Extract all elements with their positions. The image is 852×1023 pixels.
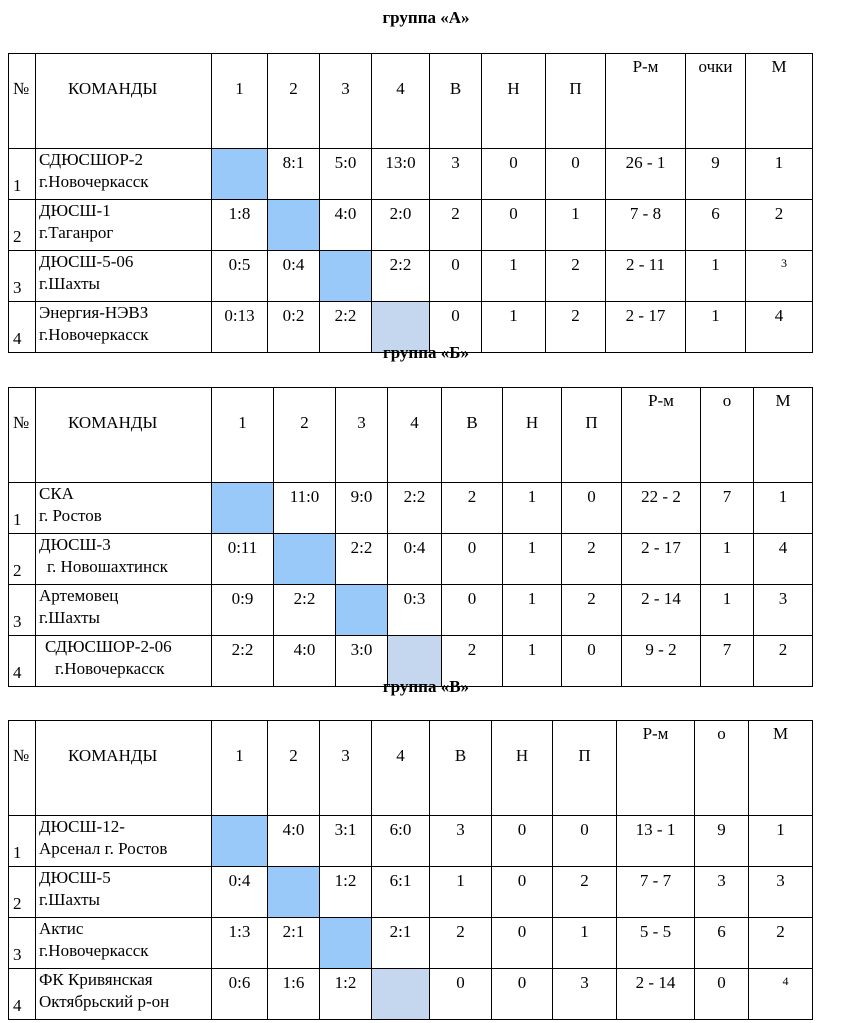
place-cell: 4 bbox=[754, 534, 813, 585]
col-header-losses: П bbox=[546, 54, 606, 149]
diagonal-cell bbox=[336, 585, 388, 636]
row-number: 4 bbox=[13, 996, 22, 1015]
goals-cell: 2 - 17 bbox=[622, 534, 701, 585]
score-cell: 2:1 bbox=[268, 918, 320, 969]
goals-cell: 2 - 14 bbox=[622, 585, 701, 636]
diagonal-cell bbox=[212, 483, 274, 534]
place-cell: 2 bbox=[749, 918, 813, 969]
score-cell: 3:0 bbox=[336, 636, 388, 687]
col-header-3: 3 bbox=[320, 54, 372, 149]
table-row bbox=[9, 585, 813, 636]
team-name: Энергия-НЭВЗ г.Новочеркасск bbox=[36, 302, 212, 353]
col-header-4: 4 bbox=[372, 54, 430, 149]
draws-cell: 0 bbox=[482, 200, 546, 251]
group-a-table bbox=[8, 53, 813, 353]
score-cell: 1:3 bbox=[212, 918, 268, 969]
score-cell: 13:0 bbox=[372, 149, 430, 200]
col-header-4: 4 bbox=[372, 721, 430, 816]
col-header-4: 4 bbox=[388, 388, 442, 483]
losses-cell: 2 bbox=[546, 302, 606, 353]
goals-cell: 9 - 2 bbox=[622, 636, 701, 687]
team-name: ДЮСШ-12- Арсенал г. Ростов bbox=[36, 816, 212, 867]
table-row bbox=[9, 534, 813, 585]
score-cell: 2:2 bbox=[212, 636, 274, 687]
group-a-title: группа «А» bbox=[382, 8, 470, 27]
losses-cell: 0 bbox=[562, 483, 622, 534]
score-cell: 0:11 bbox=[212, 534, 274, 585]
col-header-1: 1 bbox=[212, 54, 268, 149]
points-cell: 1 bbox=[686, 302, 746, 353]
team-name: ФК Кривянская Октябрьский р-он bbox=[36, 969, 212, 1020]
team-name: СДЮСШОР-2 г.Новочеркасск bbox=[36, 149, 212, 200]
col-header-3: 3 bbox=[320, 721, 372, 816]
col-header-wins: В bbox=[442, 388, 503, 483]
losses-cell: 3 bbox=[553, 969, 617, 1020]
col-header-points: очки bbox=[686, 54, 746, 149]
score-cell: 0:3 bbox=[388, 585, 442, 636]
losses-cell: 1 bbox=[546, 200, 606, 251]
row-number: 4 bbox=[13, 663, 22, 682]
score-cell: 1:8 bbox=[212, 200, 268, 251]
score-cell: 2:1 bbox=[372, 918, 430, 969]
group-v-title: группа «В» bbox=[382, 677, 470, 696]
score-cell: 6:1 bbox=[372, 867, 430, 918]
row-number: 2 bbox=[13, 227, 22, 246]
table-row bbox=[9, 816, 813, 867]
goals-cell: 26 - 1 bbox=[606, 149, 686, 200]
losses-cell: 1 bbox=[553, 918, 617, 969]
draws-cell: 1 bbox=[482, 251, 546, 302]
score-cell: 11:0 bbox=[274, 483, 336, 534]
losses-cell: 2 bbox=[553, 867, 617, 918]
col-header-goals: Р-м bbox=[606, 54, 686, 149]
points-cell: 6 bbox=[695, 918, 749, 969]
score-cell: 0:5 bbox=[212, 251, 268, 302]
row-number: 3 bbox=[13, 278, 22, 297]
col-header-number: № bbox=[13, 746, 30, 765]
place-cell: 1 bbox=[749, 816, 813, 867]
score-cell: 2:0 bbox=[372, 200, 430, 251]
diagonal-cell bbox=[372, 969, 430, 1020]
col-header-points: о bbox=[695, 721, 749, 816]
wins-cell: 1 bbox=[430, 867, 492, 918]
place-cell: 4 bbox=[749, 969, 813, 1020]
row-number: 4 bbox=[13, 329, 22, 348]
team-name: ДЮСШ-5-06 г.Шахты bbox=[36, 251, 212, 302]
goals-cell: 7 - 8 bbox=[606, 200, 686, 251]
draws-cell: 0 bbox=[492, 867, 553, 918]
score-cell: 8:1 bbox=[268, 149, 320, 200]
score-cell: 0:4 bbox=[388, 534, 442, 585]
points-cell: 0 bbox=[695, 969, 749, 1020]
diagonal-cell bbox=[268, 867, 320, 918]
col-header-wins: В bbox=[430, 54, 482, 149]
diagonal-cell bbox=[268, 200, 320, 251]
group-b-table bbox=[8, 387, 813, 687]
goals-cell: 7 - 7 bbox=[617, 867, 695, 918]
wins-cell: 0 bbox=[430, 251, 482, 302]
table-row bbox=[9, 251, 813, 302]
score-cell: 0:9 bbox=[212, 585, 274, 636]
score-cell: 2:2 bbox=[336, 534, 388, 585]
score-cell: 1:2 bbox=[320, 969, 372, 1020]
col-header-draws: Н bbox=[503, 388, 562, 483]
col-header-draws: Н bbox=[492, 721, 553, 816]
col-header-place: М bbox=[749, 721, 813, 816]
draws-cell: 1 bbox=[503, 585, 562, 636]
col-header-2: 2 bbox=[274, 388, 336, 483]
score-cell: 2:2 bbox=[388, 483, 442, 534]
table-row bbox=[9, 969, 813, 1020]
diagonal-cell bbox=[320, 251, 372, 302]
wins-cell: 3 bbox=[430, 816, 492, 867]
points-cell: 6 bbox=[686, 200, 746, 251]
goals-cell: 2 - 17 bbox=[606, 302, 686, 353]
place-cell: 3 bbox=[746, 251, 813, 302]
wins-cell: 0 bbox=[442, 534, 503, 585]
group-b-title: группа «Б» bbox=[382, 343, 470, 362]
score-cell: 2:2 bbox=[372, 251, 430, 302]
table-header-row bbox=[9, 721, 813, 816]
diagonal-cell bbox=[212, 816, 268, 867]
table-row bbox=[9, 149, 813, 200]
place-cell: 2 bbox=[746, 200, 813, 251]
col-header-place: М bbox=[746, 54, 813, 149]
table-row bbox=[9, 918, 813, 969]
col-header-number: № bbox=[13, 79, 30, 98]
wins-cell: 0 bbox=[442, 585, 503, 636]
losses-cell: 0 bbox=[553, 816, 617, 867]
draws-cell: 0 bbox=[492, 816, 553, 867]
points-cell: 9 bbox=[686, 149, 746, 200]
score-cell: 1:2 bbox=[320, 867, 372, 918]
goals-cell: 22 - 2 bbox=[622, 483, 701, 534]
points-cell: 1 bbox=[701, 534, 754, 585]
draws-cell: 1 bbox=[503, 636, 562, 687]
col-header-teams: КОМАНДЫ bbox=[36, 721, 212, 816]
diagonal-cell bbox=[320, 918, 372, 969]
col-header-2: 2 bbox=[268, 721, 320, 816]
score-cell: 5:0 bbox=[320, 149, 372, 200]
score-cell: 0:6 bbox=[212, 969, 268, 1020]
wins-cell: 0 bbox=[430, 302, 482, 353]
col-header-losses: П bbox=[562, 388, 622, 483]
table-header-row bbox=[9, 388, 813, 483]
score-cell: 1:6 bbox=[268, 969, 320, 1020]
wins-cell: 2 bbox=[430, 200, 482, 251]
score-cell: 2:2 bbox=[274, 585, 336, 636]
score-cell: 3:1 bbox=[320, 816, 372, 867]
place-cell: 3 bbox=[749, 867, 813, 918]
col-header-teams: КОМАНДЫ bbox=[36, 388, 212, 483]
score-cell: 0:4 bbox=[268, 251, 320, 302]
table-row bbox=[9, 483, 813, 534]
draws-cell: 1 bbox=[482, 302, 546, 353]
score-cell: 0:13 bbox=[212, 302, 268, 353]
row-number: 1 bbox=[13, 843, 22, 862]
row-number: 1 bbox=[13, 510, 22, 529]
score-cell: 0:2 bbox=[268, 302, 320, 353]
col-header-teams: КОМАНДЫ bbox=[36, 54, 212, 149]
col-header-number: № bbox=[13, 413, 30, 432]
table-row bbox=[9, 867, 813, 918]
goals-cell: 5 - 5 bbox=[617, 918, 695, 969]
team-name: ДЮСШ-5 г.Шахты bbox=[36, 867, 212, 918]
wins-cell: 2 bbox=[442, 483, 503, 534]
score-cell: 6:0 bbox=[372, 816, 430, 867]
score-cell: 2:2 bbox=[320, 302, 372, 353]
place-cell: 3 bbox=[754, 585, 813, 636]
wins-cell: 2 bbox=[430, 918, 492, 969]
draws-cell: 0 bbox=[482, 149, 546, 200]
team-name: СКА г. Ростов bbox=[36, 483, 212, 534]
goals-cell: 13 - 1 bbox=[617, 816, 695, 867]
col-header-draws: Н bbox=[482, 54, 546, 149]
row-number: 2 bbox=[13, 561, 22, 580]
col-header-losses: П bbox=[553, 721, 617, 816]
draws-cell: 0 bbox=[492, 969, 553, 1020]
col-header-2: 2 bbox=[268, 54, 320, 149]
score-cell: 4:0 bbox=[320, 200, 372, 251]
col-header-place: М bbox=[754, 388, 813, 483]
wins-cell: 2 bbox=[442, 636, 503, 687]
table-row bbox=[9, 200, 813, 251]
goals-cell: 2 - 14 bbox=[617, 969, 695, 1020]
col-header-1: 1 bbox=[212, 721, 268, 816]
score-cell: 4:0 bbox=[268, 816, 320, 867]
row-number: 2 bbox=[13, 894, 22, 913]
draws-cell: 1 bbox=[503, 534, 562, 585]
place-cell: 2 bbox=[754, 636, 813, 687]
losses-cell: 2 bbox=[546, 251, 606, 302]
place-cell: 1 bbox=[754, 483, 813, 534]
row-number: 3 bbox=[13, 945, 22, 964]
wins-cell: 0 bbox=[430, 969, 492, 1020]
row-number: 3 bbox=[13, 612, 22, 631]
losses-cell: 0 bbox=[546, 149, 606, 200]
team-name: ДЮСШ-1 г.Таганрог bbox=[36, 200, 212, 251]
losses-cell: 0 bbox=[562, 636, 622, 687]
points-cell: 1 bbox=[686, 251, 746, 302]
goals-cell: 2 - 11 bbox=[606, 251, 686, 302]
table-header-row bbox=[9, 54, 813, 149]
diagonal-cell bbox=[212, 149, 268, 200]
col-header-1: 1 bbox=[212, 388, 274, 483]
place-cell: 1 bbox=[746, 149, 813, 200]
losses-cell: 2 bbox=[562, 585, 622, 636]
points-cell: 7 bbox=[701, 636, 754, 687]
col-header-points: о bbox=[701, 388, 754, 483]
points-cell: 3 bbox=[695, 867, 749, 918]
points-cell: 7 bbox=[701, 483, 754, 534]
score-cell: 4:0 bbox=[274, 636, 336, 687]
draws-cell: 0 bbox=[492, 918, 553, 969]
col-header-wins: В bbox=[430, 721, 492, 816]
place-cell: 4 bbox=[746, 302, 813, 353]
draws-cell: 1 bbox=[503, 483, 562, 534]
score-cell: 0:4 bbox=[212, 867, 268, 918]
score-cell: 9:0 bbox=[336, 483, 388, 534]
losses-cell: 2 bbox=[562, 534, 622, 585]
wins-cell: 3 bbox=[430, 149, 482, 200]
diagonal-cell bbox=[274, 534, 336, 585]
points-cell: 1 bbox=[701, 585, 754, 636]
col-header-goals: Р-м bbox=[622, 388, 701, 483]
group-v-table bbox=[8, 720, 813, 1020]
row-number: 1 bbox=[13, 176, 22, 195]
points-cell: 9 bbox=[695, 816, 749, 867]
team-name: СДЮСШОР-2-06 г.Новочеркасск bbox=[36, 636, 212, 687]
col-header-goals: Р-м bbox=[617, 721, 695, 816]
team-name: Актис г.Новочеркасск bbox=[36, 918, 212, 969]
team-name: Артемовец г.Шахты bbox=[36, 585, 212, 636]
col-header-3: 3 bbox=[336, 388, 388, 483]
team-name: ДЮСШ-3 г. Новошахтинск bbox=[36, 534, 212, 585]
